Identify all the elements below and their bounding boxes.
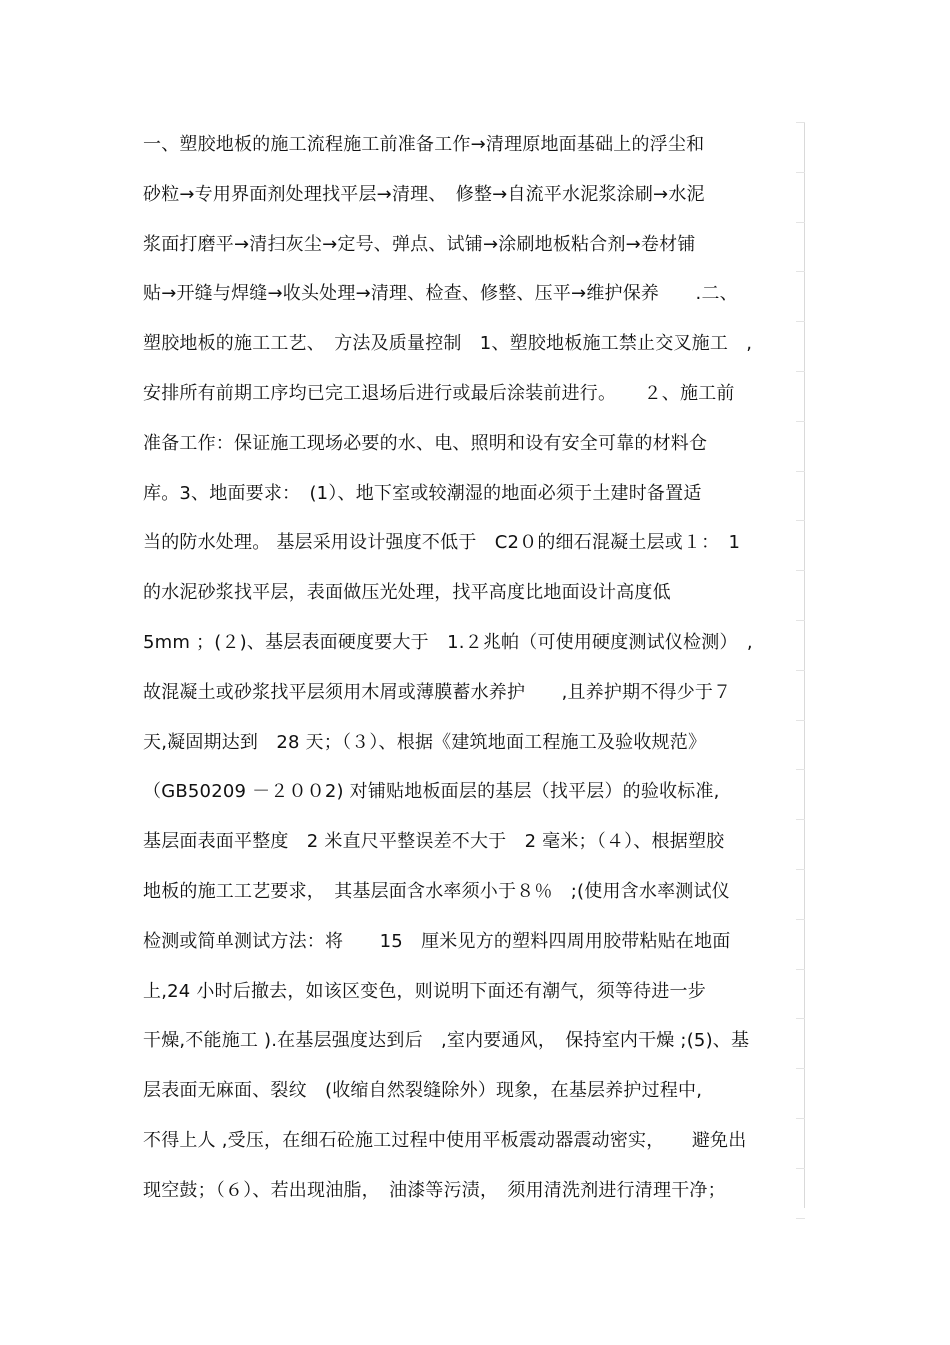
text-line: 贴→开缝与焊缝→收头处理→清理、检查、修整、压平→维护保养 .二、: [143, 283, 738, 305]
row-rule-tick: [796, 670, 805, 671]
row-rule-tick: [796, 620, 805, 621]
text-line: 的水泥砂浆找平层，表面做压光处理，找平高度比地面设计高度低: [143, 582, 671, 604]
text-line: 层表面无麻面、裂纹 (收缩自然裂缝除外）现象，在基层养护过程中,: [143, 1080, 703, 1102]
text-line: 现空鼓；（６）、若出现油脂， 油漆等污渍， 须用清洗剂进行清理干净；: [143, 1179, 726, 1201]
text-line: 塑胶地板的施工工艺、 方法及质量控制 1、塑胶地板施工禁止交叉施工 ,: [143, 333, 753, 355]
text-line: 一、塑胶地板的施工流程施工前准备工作→清理原地面基础上的浮尘和: [143, 134, 705, 155]
text-line: 5mm ；(２)、基层表面硬度要大于 1.２兆帕（可使用硬度测试仪检测） ,: [143, 631, 753, 653]
row-rule-tick: [796, 819, 805, 820]
row-rule-tick: [796, 1068, 805, 1069]
row-rule-tick: [796, 172, 805, 173]
body-text: [143, 120, 808, 1216]
row-rule-tick: [796, 869, 805, 870]
text-line: 上,24 小时后撤去，如该区变色，则说明下面还有潮气，须等待进一步: [143, 980, 706, 1002]
row-rule-tick: [796, 222, 805, 223]
row-rule-tick: [796, 1018, 805, 1019]
row-rule-tick: [796, 371, 805, 372]
row-rule-tick: [796, 520, 805, 521]
row-rule-tick: [796, 1168, 805, 1169]
text-line: 准备工作：保证施工现场必要的水、电、照明和设有安全可靠的材料仓: [143, 432, 708, 454]
text-line: 当的防水处理。 基层采用设计强度不低于 C2０的细石混凝土层或１： 1: [143, 532, 741, 554]
text-line: 天,凝固期达到 28 天；（３）、根据《建筑地面工程施工及验收规范》: [143, 731, 707, 753]
row-rule-tick: [796, 1218, 805, 1219]
row-rule-tick: [796, 919, 805, 920]
row-rule-tick: [796, 769, 805, 770]
text-line: 砂粒→专用界面剂处理找平层→清理、 修整→自流平水泥浆涂刷→水泥: [143, 183, 705, 205]
row-rule-tick: [796, 122, 805, 123]
text-line: 安排所有前期工序均已完工退场后进行或最后涂装前进行。 ２、施工前: [143, 382, 735, 404]
text-line: 检测或简单测试方法：将 15 厘米见方的塑料四周用胶带粘贴在地面: [143, 930, 731, 952]
text-line: 地板的施工工艺要求， 其基层面含水率须小于８％ ;(使用含水率测试仪: [143, 880, 730, 902]
row-rule-tick: [796, 271, 805, 272]
row-rule-tick: [796, 421, 805, 422]
text-line: 干燥,不能施工 ).在基层强度达到后 ,室内要通风， 保持室内干燥 ;(5)、基: [143, 1030, 750, 1052]
row-rule-tick: [796, 471, 805, 472]
text-line: （GB50209 －２００2) 对铺贴地板面层的基层（找平层）的验收标准,: [143, 781, 720, 803]
text-line: 库。3、地面要求： (1）、地下室或较潮湿的地面必须于土建时备置适: [143, 482, 702, 504]
row-rule-tick: [796, 969, 805, 970]
row-rule-tick: [796, 1118, 805, 1119]
row-rule-tick: [796, 720, 805, 721]
text-line: 故混凝土或砂浆找平层须用木屑或薄膜蓄水养护 ,且养护期不得少于７: [143, 681, 732, 703]
text-line: 基层面表面平整度 2 米直尺平整误差不大于 2 毫米；（４）、根据塑胶: [143, 831, 725, 853]
text-line: 不得上人 ,受压，在细石砼施工过程中使用平板震动器震动密实， 避免出: [143, 1129, 747, 1151]
row-rule-tick: [796, 570, 805, 571]
text-line: 浆面打磨平→清扫灰尘→定号、弹点、试铺→涂刷地板粘合剂→卷材铺: [143, 233, 696, 255]
row-rule-tick: [796, 321, 805, 322]
